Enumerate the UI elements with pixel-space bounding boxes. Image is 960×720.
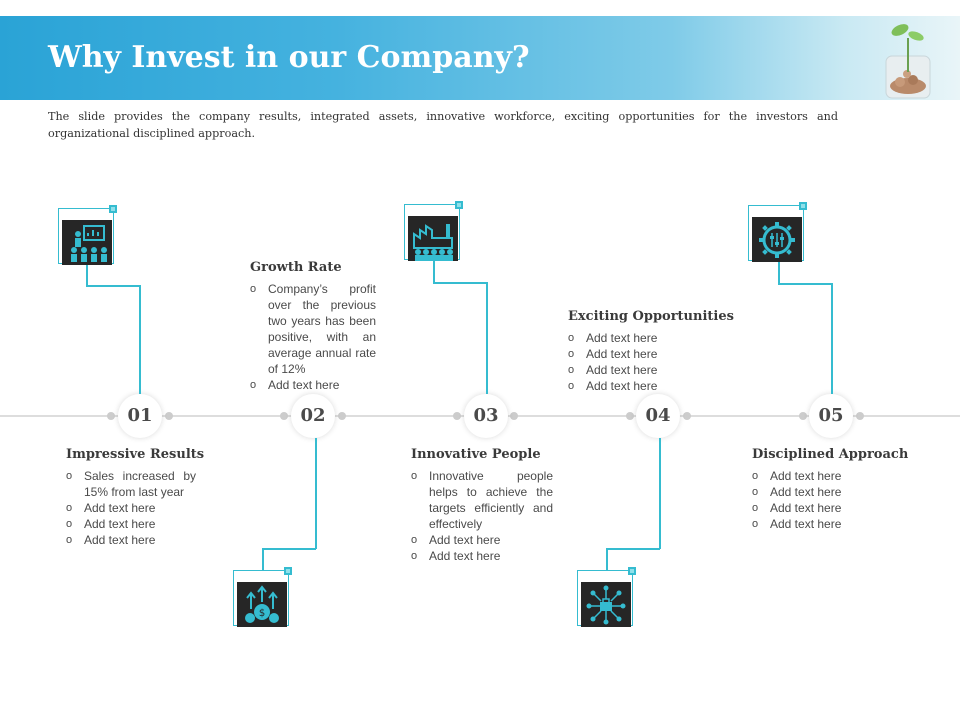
page-subtitle: The slide provides the company results, integrated assets, innovative workforce, exciting opportunities for the investors and organizational disciplined approach.: [48, 110, 838, 140]
list-item: o Add text here: [752, 516, 922, 532]
step-number-04: 04: [636, 394, 680, 438]
list-item: o Add text here: [568, 362, 738, 378]
list-item: o Add text here: [411, 532, 553, 548]
step-03-icon-frame: [404, 204, 460, 260]
list-item: o Add text here: [568, 378, 738, 394]
step-01-text: [66, 447, 205, 548]
timeline-dot: [107, 412, 115, 420]
step-number-02: 02: [291, 394, 335, 438]
timeline-dot: [165, 412, 173, 420]
plant-in-jar-image: [880, 16, 938, 100]
step-number-01: 01: [118, 394, 162, 438]
timeline-dot: [510, 412, 518, 420]
step-heading: Impressive Results: [66, 447, 205, 462]
step-02-icon-frame: [233, 570, 289, 626]
connector-line: [262, 548, 316, 550]
connector-line: [86, 262, 88, 286]
list-item: o Add text here: [411, 548, 553, 564]
connector-line: [433, 259, 435, 283]
briefcase-network-icon: [581, 582, 631, 627]
list-item: o Add text here: [250, 377, 376, 393]
list-item: o Add text here: [66, 532, 196, 548]
step-heading: Exciting Opportunities: [568, 309, 734, 324]
timeline-dot: [280, 412, 288, 420]
list-item: o Add text here: [66, 516, 196, 532]
money-growth-icon: [237, 582, 287, 627]
list-item: o Innovative people helps to achieve the targets efficiently and effectively: [411, 468, 553, 532]
bullet-list: [411, 468, 553, 564]
step-03-text: [411, 447, 553, 564]
step-04-text: [568, 309, 738, 394]
bullet-list: [250, 281, 376, 393]
timeline-dot: [683, 412, 691, 420]
list-item: o Add text here: [752, 484, 922, 500]
connector-line: [433, 282, 487, 284]
step-number-03: 03: [464, 394, 508, 438]
connector-line: [659, 438, 661, 549]
connector-line: [86, 285, 140, 287]
step-heading: Growth Rate: [250, 260, 342, 275]
step-05-text: [752, 447, 922, 532]
page-title: Why Invest in our Company?: [48, 40, 530, 75]
list-item: o Add text here: [568, 330, 738, 346]
timeline-dot: [626, 412, 634, 420]
step-05-icon-frame: [748, 205, 804, 261]
svg-text:$: $: [258, 608, 266, 619]
connector-line: [486, 282, 488, 394]
presentation-audience-icon: [62, 220, 112, 265]
timeline-dot: [856, 412, 864, 420]
step-heading: Disciplined Approach: [752, 447, 909, 462]
gear-settings-icon: [752, 217, 802, 262]
connector-line: [778, 260, 780, 284]
connector-line: [262, 548, 264, 570]
bullet-list: [568, 330, 738, 394]
connector-line: [831, 283, 833, 394]
bullet-list: [752, 468, 922, 532]
connector-line: [139, 285, 141, 394]
list-item: o Company’s profit over the previous two years has been positive, with an average annual rate of 12%: [250, 281, 376, 377]
bullet-list: [66, 468, 196, 548]
list-item: o Add text here: [66, 500, 196, 516]
list-item: o Add text here: [568, 346, 738, 362]
step-number-05: 05: [809, 394, 853, 438]
connector-line: [606, 548, 660, 550]
list-item: o Sales increased by 15% from last year: [66, 468, 196, 500]
timeline-dot: [453, 412, 461, 420]
step-02-text: [250, 260, 376, 393]
list-item: o Add text here: [752, 468, 922, 484]
connector-line: [606, 548, 608, 570]
step-04-icon-frame: [577, 570, 633, 626]
step-01-icon-frame: [58, 208, 114, 264]
step-heading: Innovative People: [411, 447, 541, 462]
timeline-dot: [338, 412, 346, 420]
connector-line: [778, 283, 832, 285]
connector-line: [315, 438, 317, 549]
factory-people-icon: [408, 216, 458, 261]
timeline-dot: [799, 412, 807, 420]
list-item: o Add text here: [752, 500, 922, 516]
